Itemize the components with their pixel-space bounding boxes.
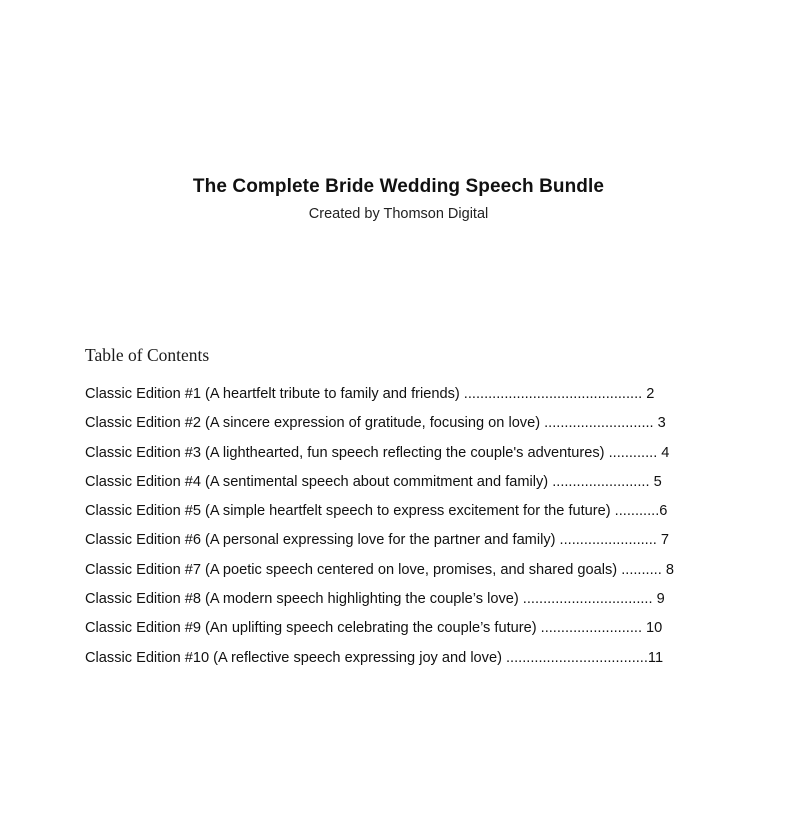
toc-entry: Classic Edition #1 (A heartfelt tribute to family and friends) ............................................ 2 bbox=[85, 386, 655, 402]
toc-entry: Classic Edition #3 (A lighthearted, fun speech reflecting the couple's adventures) ............ 4 bbox=[85, 444, 670, 461]
document-title: The Complete Bride Wedding Speech Bundle bbox=[192, 176, 605, 197]
toc-entry: Classic Edition #10 (A reflective speech expressing joy and love) ...................................11 bbox=[85, 649, 664, 666]
toc-entry: Classic Edition #5 (A simple heartfelt speech to express excitement for the future) ...........6 bbox=[85, 503, 668, 520]
toc-entry: Classic Edition #4 (A sentimental speech about commitment and family) ........................ 5 bbox=[85, 473, 662, 490]
toc-entry: Classic Edition #8 (A modern speech highlighting the couple’s love) ................................ 9 bbox=[85, 591, 665, 608]
toc-entry: Classic Edition #7 (A poetic speech centered on love, promises, and shared goals) .......... 8 bbox=[85, 561, 674, 578]
toc-list bbox=[85, 384, 674, 677]
toc-heading: Table of Contents bbox=[85, 345, 210, 365]
toc-entry: Classic Edition #9 (An uplifting speech celebrating the couple’s future) ......................... 10 bbox=[85, 620, 663, 637]
toc-entry: Classic Edition #6 (A personal expressing love for the partner and family) ........................ 7 bbox=[85, 532, 670, 549]
document-subtitle: Created by Thomson Digital bbox=[308, 206, 489, 222]
toc-entry: Classic Edition #2 (A sincere expression of gratitude, focusing on love) ........................... 3 bbox=[85, 415, 666, 432]
